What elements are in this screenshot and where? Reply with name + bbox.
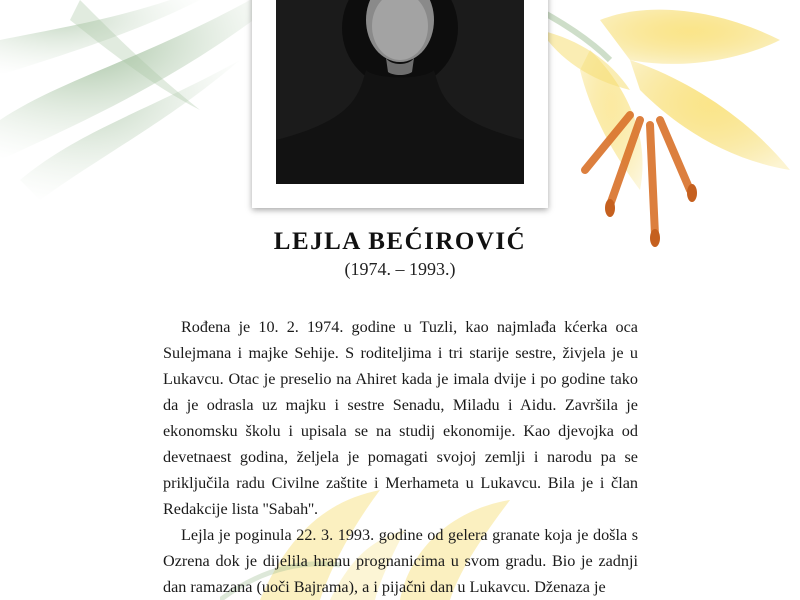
biography-paragraph-1: Rođena je 10. 2. 1974. godine u Tuzli, kao najmlađa kćerka oca Sulejmana i majke Sehije. S roditeljima i tri starije sestre, živjela je u Lukavcu. Otac je preselio na Ahiret kada je imala dvije i po godine tako da je odrasla uz majku i sestre Senadu, Miladu i Aidu. Završila je ekonomsku školu i upisala se na studij ekonomije. Kao djevojka od devetnaest godina, željela je pomagati svojoj zemlji i narodu pa se priključila radu Civilne zaštite i Merhameta u Lukavcu. Bila je i član Redakcije lista ''Sabah''. [163, 318, 638, 518]
portrait-photo [276, 0, 524, 184]
portrait-image [276, 0, 524, 184]
biography [163, 314, 638, 600]
life-dates: (1974. – 1993.) [344, 259, 456, 279]
portrait-frame [252, 0, 548, 208]
person-name: LEJLA BEĆIROVIĆ [273, 228, 527, 255]
biography-paragraph-2: Lejla je poginula 22. 3. 1993. godine od gelera granate koja je došla s Ozrena dok je dijelila hranu prognanicima u svom gradu. Bio je zadnji dan ramazana (uoči Bajrama), a i pijačni dan u Lukavcu. Dženaza je [163, 526, 638, 596]
